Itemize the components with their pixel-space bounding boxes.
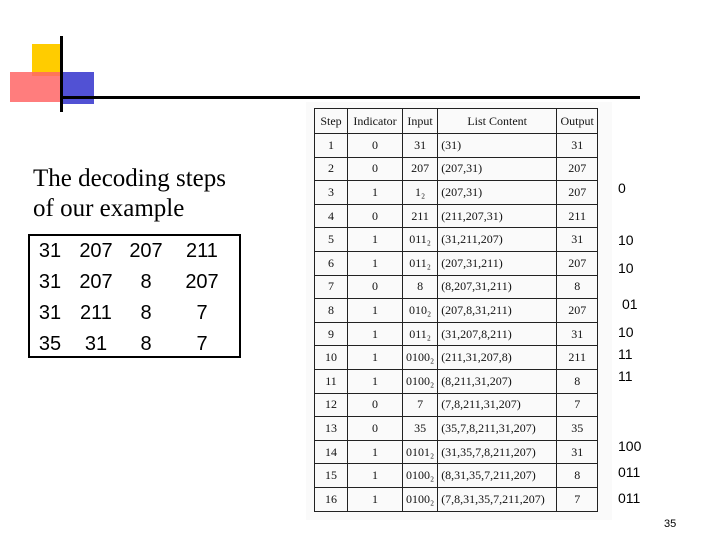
cell-step: 1 [315,134,348,158]
grid-row [30,236,239,267]
cell-output: 7 [557,393,598,417]
cell-input: 010₂ [403,299,438,323]
cell-indicator: 1 [348,228,403,252]
slide-caption [33,164,226,224]
cell-input: 0100₂ [403,464,438,488]
table-row [315,322,598,346]
cell-output: 31 [557,228,598,252]
cell-indicator: 1 [348,251,403,275]
cell-output: 207 [557,299,598,323]
cell-input: 7 [403,393,438,417]
cell-list-content: (211,207,31) [438,204,557,228]
cell-indicator: 1 [348,464,403,488]
logo-vertical-line [60,36,63,112]
cell-input: 011₂ [403,251,438,275]
cell-list-content: (31,207,8,211) [438,322,557,346]
cell-step: 16 [315,487,348,511]
cell-output: 31 [557,322,598,346]
cell-indicator: 0 [348,204,403,228]
grid-cell: 8 [140,271,152,293]
table-row [315,228,598,252]
grid-cell: 35 [38,333,62,355]
side-value: 11 [618,346,633,362]
header-input: Input [403,109,438,134]
grid-cell: 211 [186,240,218,262]
cell-output: 7 [557,487,598,511]
decoding-table [314,108,598,512]
cell-step: 11 [315,369,348,393]
side-value: 10 [618,232,634,248]
table-row [315,275,598,299]
cell-step: 6 [315,251,348,275]
grid-cell: 207 [185,271,219,293]
cell-input: 0100₂ [403,346,438,370]
table-row [315,181,598,205]
side-value: 01 [622,296,638,312]
cell-indicator: 1 [348,346,403,370]
logo-blue-square [62,72,94,104]
cell-step: 8 [315,299,348,323]
grid-cell: 31 [38,302,62,324]
table-row [315,369,598,393]
cell-input: 8 [403,275,438,299]
table-row [315,346,598,370]
grid-row [30,298,239,329]
cell-input: 1₂ [403,181,438,205]
caption-line-1: The decoding steps [33,165,227,192]
cell-input: 211 [403,204,438,228]
side-value: 011 [618,490,641,506]
corner-logo [0,0,110,120]
cell-list-content: (207,31) [438,181,557,205]
cell-output: 8 [557,464,598,488]
cell-output: 31 [557,134,598,158]
cell-step: 14 [315,440,348,464]
table-row [315,157,598,181]
cell-input: 011₂ [403,228,438,252]
example-grid [28,234,241,358]
cell-list-content: (8,207,31,211) [438,275,557,299]
cell-list-content: (31,211,207) [438,228,557,252]
cell-list-content: (207,8,31,211) [438,299,557,323]
grid-cell: 7 [196,302,208,324]
cell-indicator: 1 [348,322,403,346]
cell-output: 207 [557,157,598,181]
cell-input: 0100₂ [403,369,438,393]
cell-output: 207 [557,181,598,205]
cell-list-content: (207,31) [438,157,557,181]
cell-indicator: 0 [348,275,403,299]
cell-input: 0101₂ [403,440,438,464]
cell-list-content: (31) [438,134,557,158]
grid-cell: 8 [140,302,152,324]
cell-list-content: (7,8,211,31,207) [438,393,557,417]
table-row [315,299,598,323]
cell-step: 9 [315,322,348,346]
cell-step: 5 [315,228,348,252]
grid-cell: 31 [38,240,62,262]
decoding-table-image [306,102,612,520]
cell-list-content: (8,31,35,7,211,207) [438,464,557,488]
caption-line-2: of our example [33,195,185,222]
cell-step: 10 [315,346,348,370]
cell-output: 211 [557,346,598,370]
cell-indicator: 1 [348,299,403,323]
table-row [315,487,598,511]
grid-cell: 211 [80,302,112,324]
table-row [315,417,598,441]
title-divider-line [60,96,640,99]
table-body [315,134,598,512]
cell-step: 7 [315,275,348,299]
table-row [315,464,598,488]
grid-row [30,267,239,298]
grid-cell: 207 [79,271,113,293]
cell-indicator: 1 [348,369,403,393]
grid-cell: 31 [38,271,62,293]
grid-cell: 207 [129,240,163,262]
cell-indicator: 0 [348,134,403,158]
cell-step: 13 [315,417,348,441]
cell-list-content: (211,31,207,8) [438,346,557,370]
cell-list-content: (7,8,31,35,7,211,207) [438,487,557,511]
cell-output: 31 [557,440,598,464]
cell-indicator: 0 [348,393,403,417]
table-row [315,204,598,228]
cell-indicator: 1 [348,181,403,205]
cell-output: 8 [557,275,598,299]
header-output: Output [557,109,598,134]
logo-red-square [10,72,62,102]
cell-output: 35 [557,417,598,441]
cell-input: 207 [403,157,438,181]
grid-cell: 207 [79,240,113,262]
cell-step: 15 [315,464,348,488]
table-row [315,134,598,158]
grid-cell: 7 [196,333,208,355]
cell-list-content: (35,7,8,211,31,207) [438,417,557,441]
header-step: Step [315,109,348,134]
table-row [315,393,598,417]
cell-step: 4 [315,204,348,228]
cell-indicator: 0 [348,157,403,181]
cell-step: 3 [315,181,348,205]
cell-input: 31 [403,134,438,158]
cell-list-content: (207,31,211) [438,251,557,275]
side-value: 10 [618,324,634,340]
page-number: 35 [664,518,677,530]
cell-list-content: (8,211,31,207) [438,369,557,393]
cell-input: 011₂ [403,322,438,346]
table-row [315,440,598,464]
side-value: 0 [618,180,626,196]
cell-indicator: 1 [348,440,403,464]
cell-list-content: (31,35,7,8,211,207) [438,440,557,464]
side-value: 10 [618,260,634,276]
cell-output: 211 [557,204,598,228]
grid-cell: 31 [84,333,108,355]
cell-indicator: 1 [348,487,403,511]
cell-step: 12 [315,393,348,417]
cell-input: 0100₂ [403,487,438,511]
cell-output: 207 [557,251,598,275]
side-value: 011 [618,464,641,480]
side-value: 11 [618,368,633,384]
header-indicator: Indicator [348,109,403,134]
cell-output: 8 [557,369,598,393]
header-list-content: List Content [438,109,557,134]
table-row [315,251,598,275]
cell-input: 35 [403,417,438,441]
side-value: 100 [618,438,642,454]
grid-cell: 8 [140,333,152,355]
cell-indicator: 0 [348,417,403,441]
grid-row [30,329,239,360]
table-header-row [315,109,598,134]
cell-step: 2 [315,157,348,181]
